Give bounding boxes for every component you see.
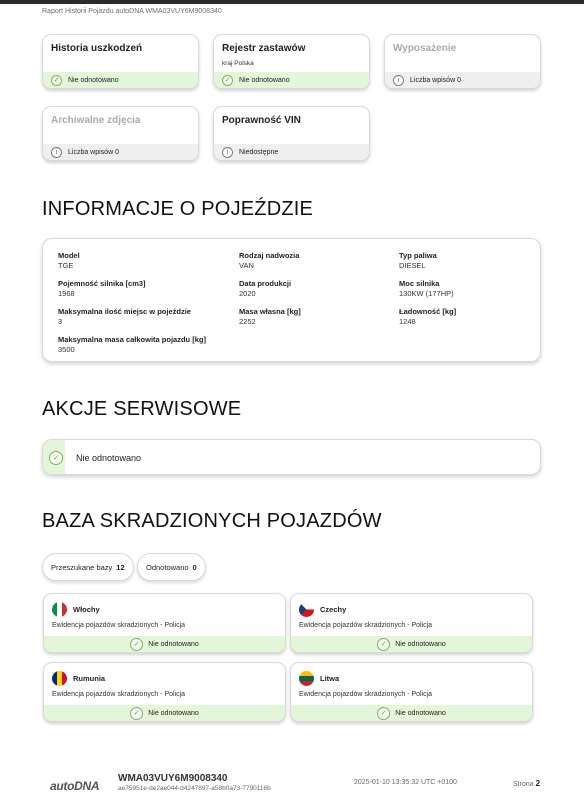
check-circle-icon: ✓ [130, 638, 143, 651]
card-pledge-register[interactable] [213, 34, 370, 89]
field-label: Maksymalna masa całkowita pojazdu [kg] [58, 335, 206, 344]
report-header-title: Raport Historii Pojazdu autoDNA WMA03VUY6M9008340 [42, 8, 222, 15]
card-archive-photos[interactable] [42, 106, 199, 161]
field-label: Typ paliwa [399, 251, 437, 260]
service-actions-heading: AKCJE SERWISOWE [42, 398, 242, 420]
card-title: Wyposażenie [393, 43, 457, 54]
field-value: 130KW (177HP) [399, 289, 454, 298]
country-name: Czechy [320, 605, 347, 614]
field-label: Ładowność [kg] [399, 307, 457, 316]
italy-flag-icon [52, 602, 67, 617]
vehicle-info-box [42, 238, 541, 362]
page-label: Strona [513, 781, 534, 788]
country-status [291, 705, 532, 721]
autodna-logo: autoDNA [50, 779, 100, 793]
country-status [44, 636, 285, 652]
card-status-text: Nie odnotowano [68, 76, 119, 84]
field-label: Pojemność silnika [cm3] [58, 279, 146, 288]
card-title: Archiwalne zdjęcia [51, 115, 141, 126]
country-name: Włochy [73, 605, 100, 614]
searched-label: Przeszukane bazy [51, 562, 113, 572]
field-max-gross-weight [58, 335, 206, 355]
country-card-romania[interactable] [43, 662, 286, 722]
field-label: Data produkcji [239, 279, 292, 288]
check-circle-icon: ✓ [130, 707, 143, 720]
card-damage-history[interactable] [42, 34, 199, 89]
check-circle-icon: ✓ [377, 707, 390, 720]
field-label: Moc silnika [399, 279, 440, 288]
country-status [44, 705, 285, 721]
country-name: Rumunia [73, 674, 106, 683]
field-label: Masa własna [kg] [239, 307, 301, 316]
country-description: Ewidencja pojazdów skradzionych - Policja [52, 691, 186, 698]
country-description: Ewidencja pojazdów skradzionych - Policja [299, 622, 433, 629]
card-status [214, 72, 369, 88]
lithuania-flag-icon [299, 671, 314, 686]
card-status-text: Niedostępne [239, 148, 279, 156]
country-description: Ewidencja pojazdów skradzionych - Policja [299, 691, 433, 698]
card-title: Rejestr zastawów [222, 43, 306, 54]
field-value: 3 [58, 317, 63, 326]
field-value: 1968 [58, 289, 75, 298]
info-circle-icon: i [393, 75, 404, 86]
found-count: 0 [192, 562, 197, 572]
check-circle-icon: ✓ [222, 75, 233, 86]
card-status [43, 144, 198, 160]
check-circle-icon: ✓ [377, 638, 390, 651]
country-status-text: Nie odnotowano [395, 709, 446, 717]
field-curb-weight [239, 307, 301, 327]
country-status-text: Nie odnotowano [148, 709, 199, 717]
card-equipment[interactable] [384, 34, 541, 89]
stolen-db-heading: BAZA SKRADZIONYCH POJAZDÓW [42, 510, 382, 532]
card-subtitle: kraj Polska [222, 60, 254, 67]
field-label: Rodzaj nadwozia [239, 251, 300, 260]
footer-datetime: 2025-01-10 13:35:32 UTC +0100 [354, 779, 457, 786]
country-status-text: Nie odnotowano [395, 640, 446, 648]
info-circle-icon: i [222, 147, 233, 158]
country-card-italy[interactable] [43, 593, 286, 653]
field-max-seats [58, 307, 191, 327]
field-label: Maksymalna ilość miejsc w pojeździe [58, 307, 191, 316]
card-status [385, 72, 540, 88]
country-name: Litwa [320, 674, 340, 683]
check-circle-icon: ✓ [49, 451, 63, 465]
info-circle-icon: i [51, 147, 62, 158]
field-engine-power [399, 279, 454, 299]
czechia-flag-icon [299, 602, 314, 617]
country-description: Ewidencja pojazdów skradzionych - Policja [52, 622, 186, 629]
card-status-text: Liczba wpisów 0 [410, 76, 461, 84]
field-fuel-type [399, 251, 437, 271]
card-vin-correctness[interactable] [213, 106, 370, 161]
field-value: DIESEL [399, 261, 426, 270]
field-body-type [239, 251, 299, 271]
field-value: 2252 [239, 317, 256, 326]
country-status [291, 636, 532, 652]
top-border [0, 0, 584, 4]
field-value: 3500 [58, 345, 75, 354]
field-payload [399, 307, 456, 327]
card-status-text: Liczba wpisów 0 [68, 148, 119, 156]
found-label: Odnotowano [146, 562, 189, 572]
vehicle-info-heading: INFORMACJE O POJEŹDZIE [42, 198, 314, 220]
footer-vin: WMA03VUY6M9008340 [118, 773, 228, 784]
page-number: 2 [535, 779, 541, 788]
country-card-czechia[interactable] [290, 593, 533, 653]
field-value: 1248 [399, 317, 416, 326]
card-title: Historia uszkodzeń [51, 43, 143, 54]
searched-databases-pill[interactable] [42, 553, 134, 581]
field-label: Model [58, 251, 80, 260]
field-production-date [239, 279, 291, 299]
footer-hash: ae75951e-de2ae044-d4247897-a58b0a73-7790116b [118, 785, 271, 792]
romania-flag-icon [52, 671, 67, 686]
card-status-text: Nie odnotowano [239, 76, 290, 84]
field-engine-capacity [58, 279, 146, 299]
card-status [43, 72, 198, 88]
field-value: TGE [58, 261, 74, 270]
country-status-text: Nie odnotowano [148, 640, 199, 648]
footer-page [513, 779, 540, 788]
country-card-lithuania[interactable] [290, 662, 533, 722]
field-model [58, 251, 80, 271]
card-status [214, 144, 369, 160]
field-value: 2020 [239, 289, 256, 298]
check-circle-icon: ✓ [51, 75, 62, 86]
field-value: VAN [239, 261, 254, 270]
service-actions-box[interactable] [42, 439, 541, 475]
card-title: Poprawność VIN [222, 115, 301, 126]
found-pill[interactable] [137, 553, 206, 581]
service-status-text: Nie odnotowano [76, 453, 142, 463]
searched-count: 12 [116, 562, 125, 572]
